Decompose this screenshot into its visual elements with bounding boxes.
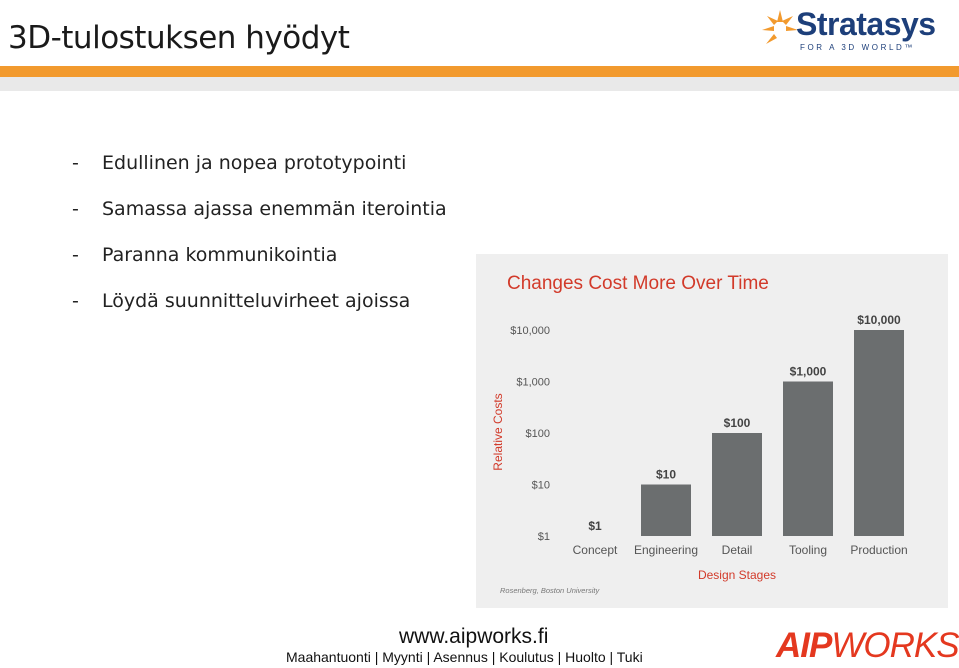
chart-category-label: Concept [572,543,618,557]
cost-chart-panel [476,254,948,608]
chart-bar [641,485,691,537]
slide-title: 3D-tulostuksen hyödyt [8,20,350,56]
aipworks-logo-light: WORKS [831,626,959,665]
chart-y-ticks [510,325,550,543]
chart-y-tick-label: $1,000 [516,376,550,389]
header-orange-band [0,66,959,77]
chart-data-label: $1 [588,519,602,533]
chart-data-label: $1,000 [789,364,827,379]
chart-y-tick-label: $10,000 [510,325,550,337]
chart-data-label: $100 [723,416,751,430]
chart-category-label: Production [850,543,908,557]
bullet-text: Paranna kommunikointia [102,244,338,266]
bullet-dash: - [72,244,79,266]
chart-x-axis-label: Design Stages [697,568,777,582]
chart-category-label: Tooling [788,543,828,557]
aipworks-logo-bold: AIP [776,626,832,665]
bullet-dash: - [72,290,79,312]
chart-y-tick-label: $1 [537,531,550,543]
header-grey-band [0,77,959,91]
footer-services: Maahantuonti | Myynti | Asennus | Koulutus | Huolto | Tuki [286,649,643,665]
bullet-list [72,150,447,334]
bullet-text: Samassa ajassa enemmän iterointia [102,198,447,220]
chart-y-axis-label: Relative Costs [491,393,505,471]
footer-url[interactable]: www.aipworks.fi [399,625,549,648]
stratasys-wordmark: Stratasys [796,6,936,42]
bullet-text: Edullinen ja nopea prototypointi [102,152,407,174]
bullet-dash: - [72,198,79,220]
bullet-text: Löydä suunnitteluvirheet ajoissa [102,290,411,312]
chart-y-tick-label: $10 [531,479,550,492]
chart-bar [712,433,762,536]
chart-source-note: Rosenberg, Boston University [500,586,600,595]
stratasys-logo [760,6,950,56]
stratasys-burst-icon [760,8,800,52]
bullet-item [72,242,447,288]
chart-y-tick-label: $100 [525,428,550,440]
chart-bar [854,330,904,536]
chart-bars [573,313,908,557]
bullet-item [72,150,447,196]
chart-category-label: Detail [721,543,753,557]
aipworks-logo [776,626,959,666]
bullet-dash: - [72,152,79,174]
stratasys-tagline: FOR A 3D WORLD™ [800,43,916,52]
chart-data-label: $10,000 [857,313,901,327]
chart-category-label: Engineering [633,543,699,557]
chart-title: Changes Cost More Over Time [507,273,769,294]
chart-data-label: $10 [655,467,677,482]
chart-bar [783,382,833,537]
bullet-item [72,288,447,334]
bullet-item [72,196,447,242]
cost-chart [476,254,948,608]
